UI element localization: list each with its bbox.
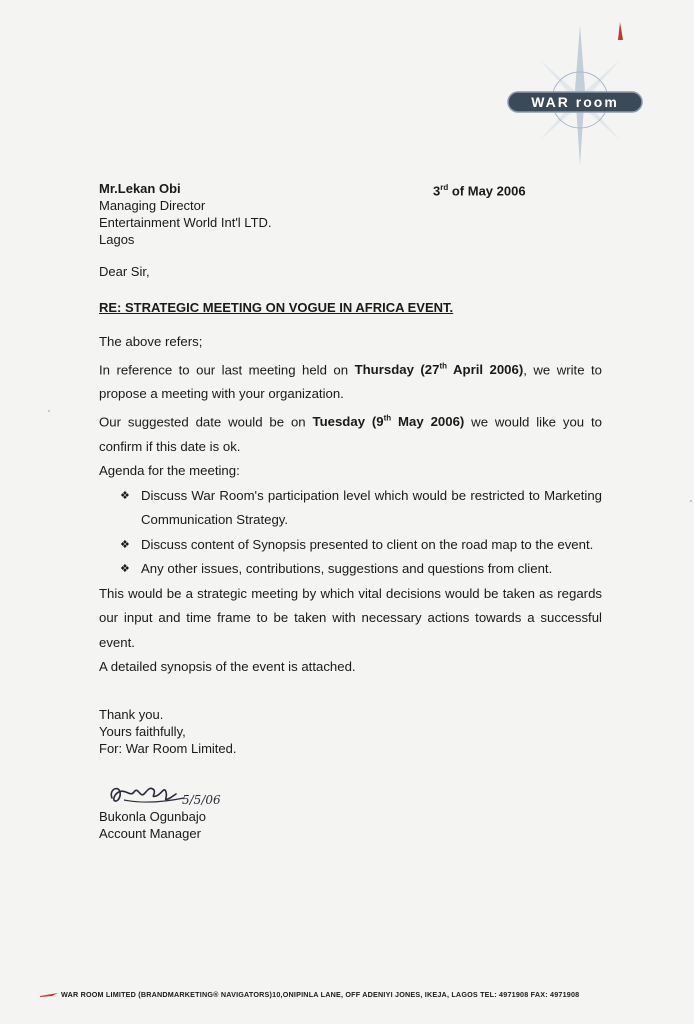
recipient-address xyxy=(99,180,272,248)
letter-date xyxy=(433,183,526,198)
reference-text-end: , we write to propose a meeting with your organization. xyxy=(99,361,603,402)
closing-faithfully: Yours faithfully, xyxy=(99,724,186,739)
agenda-item: ❖ Any other issues, contributions, suggestions and questions from client. xyxy=(99,557,602,582)
salutation: Dear Sir, xyxy=(99,264,150,279)
body-intro: The above refers; xyxy=(99,334,203,349)
signer-title: Account Manager xyxy=(99,826,201,841)
date-day: 3 xyxy=(433,183,441,199)
signer-block xyxy=(99,808,206,842)
date-rest: of May 2006 xyxy=(451,183,526,199)
subject-line: RE: STRATEGIC MEETING ON VOGUE IN AFRICA EVENT. xyxy=(99,300,454,315)
agenda-item: ❖ Discuss content of Synopsis presented to client on the road map to the event. xyxy=(99,533,602,558)
recipient-city: Lagos xyxy=(99,232,135,247)
agenda-item: ❖ Discuss War Room's participation level which would be restricted to Marketing Communication Strategy. xyxy=(99,484,602,533)
recipient-company: Entertainment World Int'l LTD. xyxy=(99,215,272,230)
scan-speck xyxy=(48,410,50,412)
arrow-icon xyxy=(40,992,58,998)
diamond-bullet-icon: ❖ xyxy=(120,489,130,502)
suggested-text: Our suggested date would be on xyxy=(99,414,313,430)
body-strategic: This would be a strategic meeting by which vital decisions would be taken as regards our input and time frame to be taken with necessary actions towards a successful event. xyxy=(99,585,602,650)
recipient-title: Managing Director xyxy=(99,198,206,213)
footer-text: WAR ROOM LIMITED (BRANDMARKETING® NAVIGATORS)10,ONIPINLA LANE, OFF ADENIYI JONES, IKEJA, LAGOS TEL: 4971908 FAX: 4971908 xyxy=(61,990,580,999)
scan-speck xyxy=(690,500,692,502)
body-attachment: A detailed synopsis of the event is attached. xyxy=(99,659,356,675)
date-suffix: rd xyxy=(440,183,449,192)
reference-text: In reference to our last meeting held on xyxy=(99,361,355,377)
suggested-text-end: we would like you to confirm if this date is ok. xyxy=(99,414,602,454)
letterhead-footer xyxy=(40,990,579,999)
logo-text: WAR room xyxy=(531,94,619,110)
signature-date: 5/5/06 xyxy=(182,793,221,807)
signer-name: Bukonla Ogunbajo xyxy=(99,809,206,824)
suggested-date: Tuesday (9th May 2006) xyxy=(312,413,465,430)
agenda-list xyxy=(99,484,602,582)
war-room-logo xyxy=(505,20,655,170)
agenda-title: Agenda for the meeting: xyxy=(99,463,240,479)
diamond-bullet-icon: ❖ xyxy=(120,563,130,576)
body-reference xyxy=(99,355,602,407)
letter-body xyxy=(99,330,602,680)
closing-thanks: Thank you. xyxy=(99,707,164,722)
closing xyxy=(99,706,237,757)
body-suggested-date xyxy=(99,407,602,459)
reference-date: Thursday (27th April 2006) xyxy=(354,361,524,377)
closing-for: For: War Room Limited. xyxy=(99,741,237,756)
recipient-name: Mr.Lekan Obi xyxy=(99,181,181,196)
diamond-bullet-icon: ❖ xyxy=(120,538,130,551)
